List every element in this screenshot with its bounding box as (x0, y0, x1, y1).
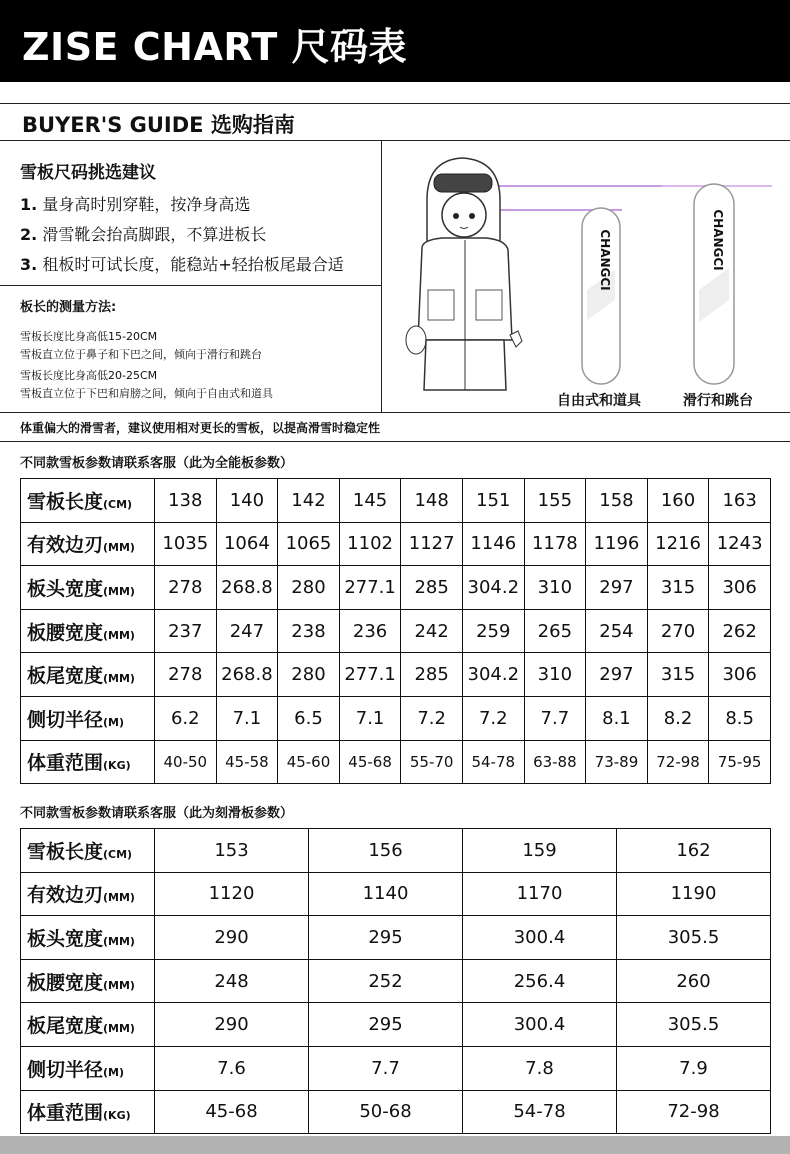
table-cell: 156 (309, 829, 463, 873)
row-label: 板腰宽度(MM) (21, 609, 155, 653)
table-cell: 248 (155, 959, 309, 1003)
row-label: 板尾宽度(MM) (21, 1003, 155, 1047)
table-cell: 7.7 (309, 1046, 463, 1090)
table-cell: 290 (155, 916, 309, 960)
weight-note: 体重偏大的滑雪者，建议使用相对更长的雪板，以提高滑雪时稳定性 (20, 421, 381, 435)
table-cell: 40-50 (155, 740, 217, 784)
all-mountain-spec-table (20, 478, 771, 784)
table-row (21, 1090, 771, 1134)
table-cell: 8.5 (709, 696, 771, 740)
table-cell: 54-78 (462, 740, 524, 784)
table-cell: 280 (278, 653, 340, 697)
table-row (21, 959, 771, 1003)
snowboarder-illustration (382, 140, 790, 412)
table-cell: 155 (524, 479, 586, 523)
table-cell: 63-88 (524, 740, 586, 784)
row-label: 雪板长度(CM) (21, 829, 155, 873)
table-row (21, 1046, 771, 1090)
table-row (21, 872, 771, 916)
table-cell: 7.7 (524, 696, 586, 740)
caption-freestyle: 自由式和道具 (557, 393, 641, 409)
table-cell: 256.4 (463, 959, 617, 1003)
table-cell: 1035 (155, 522, 217, 566)
row-label: 有效边刃(MM) (21, 522, 155, 566)
table-cell: 315 (647, 566, 709, 610)
table-cell: 1065 (278, 522, 340, 566)
table-cell: 310 (524, 566, 586, 610)
table-cell: 148 (401, 479, 463, 523)
table-cell: 304.2 (462, 566, 524, 610)
table-cell: 6.5 (278, 696, 340, 740)
table-cell: 300.4 (463, 1003, 617, 1047)
tip-item: 2. 滑雪靴会抬高脚跟，不算进板长 (20, 225, 267, 244)
row-label: 板尾宽度(MM) (21, 653, 155, 697)
table-cell: 1216 (647, 522, 709, 566)
measure-title: 板长的测量方法: (20, 300, 117, 315)
table-row (21, 566, 771, 610)
table-cell: 160 (647, 479, 709, 523)
row-label: 板头宽度(MM) (21, 916, 155, 960)
weight-note-row (0, 412, 790, 442)
table-cell: 8.2 (647, 696, 709, 740)
row-label: 板头宽度(MM) (21, 566, 155, 610)
table-cell: 306 (709, 566, 771, 610)
tips-title: 雪板尺码挑选建议 (20, 163, 156, 183)
row-label: 体重范围(KG) (21, 1090, 155, 1134)
table-cell: 268.8 (216, 653, 278, 697)
table-cell: 1170 (463, 872, 617, 916)
row-label: 体重范围(KG) (21, 740, 155, 784)
table-cell: 1243 (709, 522, 771, 566)
table-cell: 247 (216, 609, 278, 653)
table-cell: 8.1 (586, 696, 648, 740)
table-cell: 262 (709, 609, 771, 653)
table-cell: 45-68 (339, 740, 401, 784)
table-cell: 295 (309, 1003, 463, 1047)
guide-heading-row (0, 103, 790, 141)
table-cell: 1120 (155, 872, 309, 916)
table-cell: 277.1 (339, 566, 401, 610)
table-cell: 159 (463, 829, 617, 873)
measure-line: 雪板直立位于下巴和肩膀之间，倾向于自由式和道具 (20, 387, 273, 400)
guide-title: BUYER'S GUIDE 选购指南 (22, 113, 295, 137)
table-cell: 297 (586, 653, 648, 697)
table-row (21, 479, 771, 523)
table-cell: 278 (155, 653, 217, 697)
tip-item: 1. 量身高时别穿鞋，按净身高选 (20, 195, 251, 214)
table-cell: 145 (339, 479, 401, 523)
table-cell: 254 (586, 609, 648, 653)
table-cell: 140 (216, 479, 278, 523)
table-cell: 304.2 (462, 653, 524, 697)
table-cell: 300.4 (463, 916, 617, 960)
table-cell: 1146 (462, 522, 524, 566)
table2-title: 不同款雪板参数请联系客服（此为刻滑板参数） (20, 806, 294, 821)
table-cell: 54-78 (463, 1090, 617, 1134)
table-cell: 268.8 (216, 566, 278, 610)
table-cell: 310 (524, 653, 586, 697)
table-row (21, 740, 771, 784)
row-label: 有效边刃(MM) (21, 872, 155, 916)
row-label: 雪板长度(CM) (21, 479, 155, 523)
tips-panel (0, 140, 382, 412)
table-cell: 259 (462, 609, 524, 653)
table-cell: 305.5 (617, 916, 771, 960)
measure-line: 雪板长度比身高低20-25CM (20, 369, 158, 382)
table-cell: 238 (278, 609, 340, 653)
table-row (21, 609, 771, 653)
table-cell: 55-70 (401, 740, 463, 784)
table-cell: 163 (709, 479, 771, 523)
measure-line: 雪板直立位于鼻子和下巴之间，倾向于滑行和跳台 (20, 348, 262, 361)
table-cell: 265 (524, 609, 586, 653)
table-cell: 73-89 (586, 740, 648, 784)
table-cell: 277.1 (339, 653, 401, 697)
table-cell: 153 (155, 829, 309, 873)
table-row (21, 829, 771, 873)
tip-item: 3. 租板时可试长度，能稳站+轻抬板尾最合适 (20, 255, 344, 274)
illustration-panel (382, 140, 790, 412)
table-row (21, 1003, 771, 1047)
table-cell: 297 (586, 566, 648, 610)
table-cell: 45-68 (155, 1090, 309, 1134)
carving-spec-table (20, 828, 771, 1134)
table-cell: 280 (278, 566, 340, 610)
table-cell: 237 (155, 609, 217, 653)
caption-carving: 滑行和跳台 (683, 393, 753, 409)
table-cell: 7.1 (216, 696, 278, 740)
measure-line: 雪板长度比身高低15-20CM (20, 330, 158, 343)
table-cell: 285 (401, 653, 463, 697)
table-cell: 7.2 (462, 696, 524, 740)
table-row (21, 522, 771, 566)
table-cell: 1196 (586, 522, 648, 566)
table-cell: 7.8 (463, 1046, 617, 1090)
table-cell: 151 (462, 479, 524, 523)
table-cell: 1178 (524, 522, 586, 566)
table-cell: 72-98 (647, 740, 709, 784)
table-row (21, 916, 771, 960)
svg-text:CHANGCI: CHANGCI (711, 209, 725, 271)
table-cell: 7.2 (401, 696, 463, 740)
table-cell: 295 (309, 916, 463, 960)
header-bar (0, 0, 790, 82)
freestyle-board (582, 208, 620, 384)
table-cell: 7.6 (155, 1046, 309, 1090)
table-cell: 270 (647, 609, 709, 653)
table-cell: 315 (647, 653, 709, 697)
table-cell: 252 (309, 959, 463, 1003)
table-cell: 45-60 (278, 740, 340, 784)
table-cell: 7.1 (339, 696, 401, 740)
row-label: 侧切半径(M) (21, 1046, 155, 1090)
table-cell: 45-58 (216, 740, 278, 784)
row-label: 侧切半径(M) (21, 696, 155, 740)
page-title: ZISE CHART 尺码表 (22, 25, 408, 69)
table-cell: 6.2 (155, 696, 217, 740)
table-cell: 278 (155, 566, 217, 610)
table-cell: 236 (339, 609, 401, 653)
table-cell: 260 (617, 959, 771, 1003)
table-cell: 158 (586, 479, 648, 523)
table-cell: 306 (709, 653, 771, 697)
table-cell: 142 (278, 479, 340, 523)
table-row (21, 696, 771, 740)
table-cell: 162 (617, 829, 771, 873)
row-label: 板腰宽度(MM) (21, 959, 155, 1003)
carving-board (694, 184, 734, 384)
svg-text:CHANGCI: CHANGCI (598, 229, 612, 291)
table-cell: 1064 (216, 522, 278, 566)
table-cell: 72-98 (617, 1090, 771, 1134)
table-cell: 1102 (339, 522, 401, 566)
table-cell: 1190 (617, 872, 771, 916)
table-cell: 285 (401, 566, 463, 610)
table-cell: 50-68 (309, 1090, 463, 1134)
table-cell: 7.9 (617, 1046, 771, 1090)
table-cell: 1127 (401, 522, 463, 566)
table-cell: 305.5 (617, 1003, 771, 1047)
table1-title: 不同款雪板参数请联系客服（此为全能板参数） (20, 456, 294, 471)
table-cell: 138 (155, 479, 217, 523)
table-row (21, 653, 771, 697)
table-cell: 290 (155, 1003, 309, 1047)
footer-bar (0, 1136, 790, 1154)
table-cell: 75-95 (709, 740, 771, 784)
table-cell: 1140 (309, 872, 463, 916)
table-cell: 242 (401, 609, 463, 653)
measure-box (0, 285, 381, 413)
